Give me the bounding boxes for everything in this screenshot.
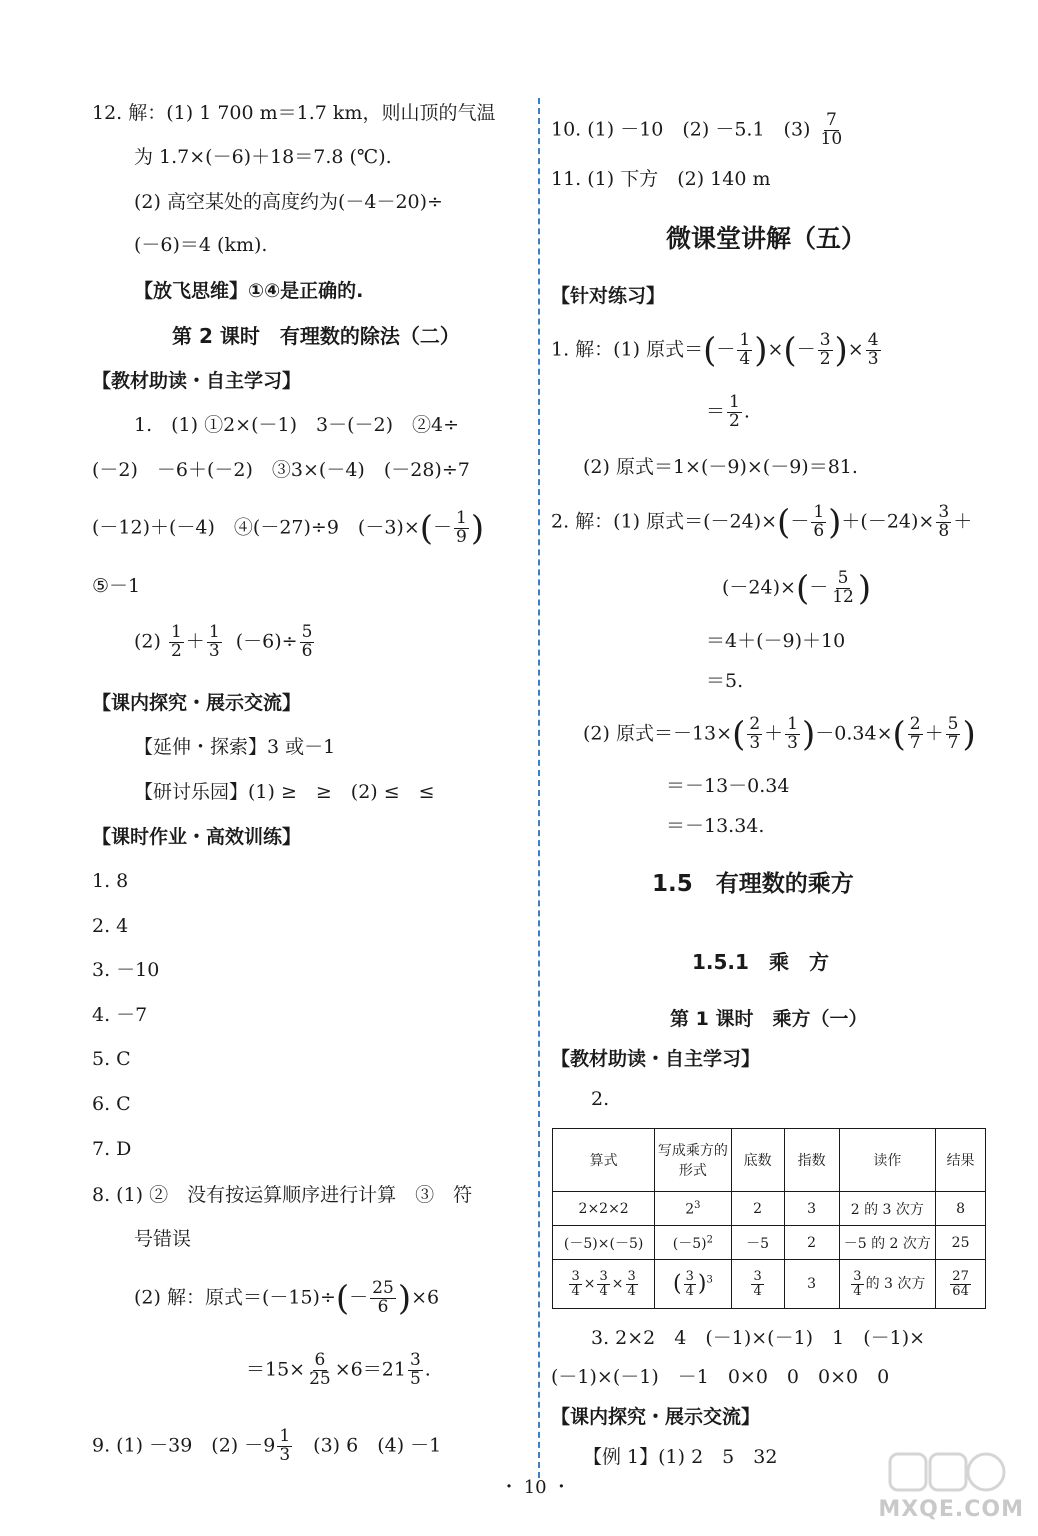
ans1-line3-text: (－12)＋(－4) ④(－27)÷9 (－3)× xyxy=(92,516,420,539)
fraction: $\frac{5}{7}$ xyxy=(947,714,959,753)
section-jiaocai-2: 【教材助读・自主学习】 xyxy=(551,1048,761,1070)
fraction: $\frac{1}{3}$ xyxy=(787,714,798,753)
watermark-text: MXQE.COM xyxy=(878,1497,1024,1522)
table-cell: $\frac{3}{4}$ xyxy=(731,1260,784,1309)
answer-2: 2. 4 xyxy=(92,915,129,937)
table-header-row xyxy=(553,1129,986,1192)
fraction: $\frac{7}{10}$ xyxy=(820,110,843,149)
weiketang-title: 微课堂讲解（五） xyxy=(666,224,867,253)
q3-line2: (－1)×(－1) －1 0×0 0 0×0 0 xyxy=(551,1366,890,1388)
fraction: $\frac{5}{6}$ xyxy=(301,622,313,661)
example-1: 【例 1】(1) 2 5 32 xyxy=(583,1446,778,1468)
ans1-line3: (－12)＋(－4) ④(－27)÷9 (－3)×(－ $\frac{1}{9}$ ) xyxy=(92,508,485,549)
r1-part2: (2) 原式＝1×(－9)×(－9)＝81. xyxy=(583,456,858,478)
q12-line2: 为 1.7×(－6)＋18＝7.8 (℃). xyxy=(134,146,392,168)
r2-line4: ＝5. xyxy=(706,670,744,692)
table-cell: 2 的 3 次方 xyxy=(839,1192,936,1226)
r2-line3: ＝4＋(－9)＋10 xyxy=(706,630,846,652)
answer-6: 6. C xyxy=(92,1093,131,1115)
q2-label: 2. xyxy=(591,1088,610,1110)
watermark-logo-icon xyxy=(888,1450,1008,1494)
q11: 11. (1) 下方 (2) 140 m xyxy=(551,168,771,190)
r2-line1: 2. 解：(1) 原式＝(－24)×(－ $\frac{1}{6}$ )＋(－24)× $\frac{3}{8}$ ＋ xyxy=(551,502,973,543)
section-zhendui: 【针对练习】 xyxy=(551,285,666,307)
table-row xyxy=(553,1260,986,1309)
q10: 10. (1) －10 (2) －5.1 (3) $\frac{7}{10}$ xyxy=(551,110,843,149)
r2-part2-line2: ＝－13－0.34 xyxy=(666,775,790,797)
table-cell: ( $\frac{3}{4}$ )$^3$ xyxy=(655,1260,731,1309)
fraction: $\frac{3}{2}$ xyxy=(819,330,831,369)
answer-3: 3. －10 xyxy=(92,959,160,981)
section-jiaocai: 【教材助读・自主学习】 xyxy=(92,370,302,392)
table-cell: 8 xyxy=(936,1192,986,1226)
table-header: 读作 xyxy=(839,1129,936,1192)
page-number: ・ 10 ・ xyxy=(500,1477,571,1498)
section-1-5-1-title: 1.5.1 乘 方 xyxy=(692,950,829,974)
column-divider xyxy=(538,98,540,1478)
table-row xyxy=(553,1192,986,1226)
fraction: $\frac{1}{6}$ xyxy=(813,502,825,541)
answer-7: 7. D xyxy=(92,1138,132,1160)
fraction: $\frac{1}{3}$ xyxy=(279,1426,291,1465)
q3-line1: 3. 2×2 4 (－1)×(－1) 1 (－1)× xyxy=(591,1327,926,1349)
r2-line2: (－24)×(－ $\frac{5}{12}$ ) xyxy=(722,568,872,609)
q12-line1: 12. 解：(1) 1 700 m＝1.7 km，则山顶的气温 xyxy=(92,102,496,124)
table-cell: －5 xyxy=(731,1226,784,1260)
power-table xyxy=(552,1128,986,1309)
fraction: $\frac{5}{12}$ xyxy=(832,568,854,607)
section-1-5-title: 1.5 有理数的乘方 xyxy=(652,871,854,897)
table-header: 算式 xyxy=(553,1129,655,1192)
section-kenei: 【课内探究・展示交流】 xyxy=(92,692,302,714)
table-header: 结果 xyxy=(936,1129,986,1192)
answer-8-part2: (2) 解：原式＝(－15)÷(－ $\frac{25}{6}$ )×6 xyxy=(134,1278,440,1319)
table-row xyxy=(553,1226,986,1260)
yantao-leyuan: 【研讨乐园】(1) ≥ ≥ (2) ≤ ≤ xyxy=(134,781,435,803)
answer-5: 5. C xyxy=(92,1048,131,1070)
q12-line4: (－6)＝4 (km). xyxy=(134,234,268,256)
fraction: $\frac{3}{8}$ xyxy=(938,502,950,541)
table-header: 指数 xyxy=(784,1129,839,1192)
answer-4: 4. －7 xyxy=(92,1004,148,1026)
ans1-line2: (－2) －6＋(－2) ③3×(－4) (－28)÷7 xyxy=(92,459,470,481)
lesson1-title: 第 1 课时 乘方（一） xyxy=(670,1008,868,1030)
table-cell: $\frac{27}{64}$ xyxy=(936,1260,986,1309)
table-cell: $2^3$ xyxy=(655,1192,731,1226)
lesson2-title: 第 2 课时 有理数的除法（二） xyxy=(172,324,460,348)
q12-line3: (2) 高空某处的高度约为(－4－20)÷ xyxy=(134,191,443,213)
answer-8-line1: 8. (1) ② 没有按运算顺序进行计算 ③ 符 xyxy=(92,1184,473,1206)
r1-line1: 1. 解：(1) 原式＝(－ $\frac{1}{4}$ )×(－ $\frac{3}{2}$ )× $\frac{4}{3}$ xyxy=(551,330,879,371)
table-header: 写成乘方的形式 xyxy=(655,1129,731,1192)
ans1-part2: (2) $\frac{1}{2}$ ＋ $\frac{1}{3}$ (－6)÷ $\frac{5}{6}$ xyxy=(134,622,313,661)
yanshen-tansuo: 【延伸・探索】3 或－1 xyxy=(134,736,336,758)
fraction: $\frac{2}{3}$ xyxy=(749,714,761,753)
fraction: $\frac{25}{6}$ xyxy=(372,1278,394,1317)
fraction: $\frac{1}{2}$ xyxy=(729,392,740,431)
fraction: $\frac{1}{2}$ xyxy=(170,622,182,661)
section-keshi: 【课时作业・高效训练】 xyxy=(92,826,302,848)
fraction: $\frac{3}{5}$ xyxy=(409,1350,421,1389)
r1-result: ＝ $\frac{1}{2}$ . xyxy=(706,392,750,431)
table-cell: －5 的 2 次方 xyxy=(839,1226,936,1260)
fraction: $\frac{1}{3}$ xyxy=(208,622,220,661)
table-header: 底数 xyxy=(731,1129,784,1192)
answer-8-line2: 号错误 xyxy=(134,1228,192,1250)
table-cell: $\frac{3}{4}$ 的 3 次方 xyxy=(839,1260,936,1309)
ans1-line1: 1. (1) ①2×(－1) 3－(－2) ②4÷ xyxy=(134,414,460,436)
ans1-line4: ⑤－1 xyxy=(92,575,141,597)
fraction: $\frac{1}{9}$ xyxy=(456,508,467,547)
section-kenei-2: 【课内探究・展示交流】 xyxy=(551,1406,761,1428)
answer-1: 1. 8 xyxy=(92,870,129,892)
table-cell: (－5)×(－5) xyxy=(553,1226,655,1260)
fraction: $\frac{6}{25}$ xyxy=(309,1350,331,1389)
answer-9: 9. (1) －39 (2) －9 $\frac{1}{3}$ (3) 6 (4) －1 xyxy=(92,1426,442,1465)
table-cell: $(-5)^2$ xyxy=(655,1226,731,1260)
table-cell: 3 xyxy=(784,1192,839,1226)
r2-part2: (2) 原式＝－13×( $\frac{2}{3}$ ＋ $\frac{1}{3}$ )－0.34×( $\frac{2}{7}$ ＋ $\frac{5}{7}$ ) xyxy=(583,714,976,755)
answer-8-part2-result: ＝15× $\frac{6}{25}$ ×6＝21 $\frac{3}{5}$ . xyxy=(246,1350,431,1389)
fraction: $\frac{2}{7}$ xyxy=(909,714,921,753)
table-cell: 3 xyxy=(784,1260,839,1309)
r2-part2-line3: ＝－13.34. xyxy=(666,815,765,837)
table-cell: 2 xyxy=(784,1226,839,1260)
table-cell: 2 xyxy=(731,1192,784,1226)
table-cell: 2×2×2 xyxy=(553,1192,655,1226)
fangfei-siwei: 【放飞思维】①④是正确的. xyxy=(134,280,364,302)
fraction: $\frac{1}{4}$ xyxy=(739,330,751,369)
fraction: $\frac{4}{3}$ xyxy=(867,330,879,369)
table-cell: $\frac{3}{4}$ × $\frac{3}{4}$ × $\frac{3}{4}$ xyxy=(553,1260,655,1309)
table-cell: 25 xyxy=(936,1226,986,1260)
